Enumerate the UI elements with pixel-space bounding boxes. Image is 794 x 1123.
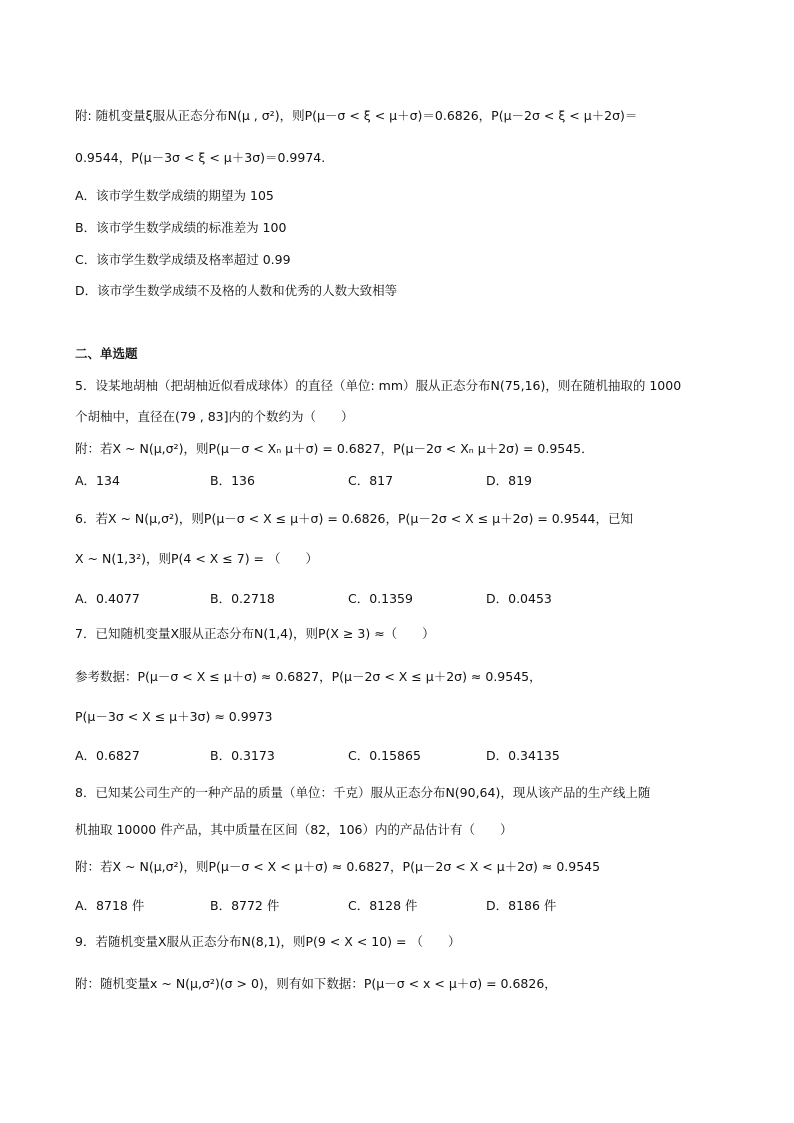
- q8-reference: 附：若X ~ N(μ,σ²)，则P(μ－σ < X < μ＋σ) ≈ 0.6827，P(μ－2σ < X < μ＋2σ) ≈ 0.9545: [75, 859, 601, 874]
- q4-option-c: C．该市学生数学成绩及格率超过 0.99: [75, 252, 291, 267]
- q8-stem-line-2: 机抽取 10000 件产品，其中质量在区间（82，106）内的产品估计有（ ）: [75, 822, 513, 837]
- q6-option-a: A．0.4077: [75, 591, 140, 606]
- q7-option-a: A．0.6827: [75, 748, 140, 763]
- q4-reference-line-2: 0.9544，P(μ－3σ < ξ < μ＋3σ)＝0.9974.: [75, 150, 326, 165]
- q8-option-c: C．8128 件: [348, 898, 418, 913]
- q6-option-d: D．0.0453: [486, 591, 552, 606]
- q7-reference-line-1: 参考数据：P(μ－σ < X ≤ μ＋σ) ≈ 0.6827，P(μ－2σ < X ≤ μ＋2σ) ≈ 0.9545，: [75, 669, 542, 684]
- q7-option-d: D．0.34135: [486, 748, 560, 763]
- q7-option-c: C．0.15865: [348, 748, 421, 763]
- q6-stem-line-1: 6．若X ~ N(μ,σ²)，则P(μ－σ < X ≤ μ＋σ) = 0.6826，P(μ－2σ < X ≤ μ＋2σ) = 0.9544，已知: [75, 511, 634, 526]
- q8-option-d: D．8186 件: [486, 898, 557, 913]
- q4-option-d: D．该市学生数学成绩不及格的人数和优秀的人数大致相等: [75, 283, 398, 298]
- q4-reference-line-1: 附: 随机变量ξ服从正态分布N(μ , σ²)，则P(μ－σ < ξ < μ＋σ)＝0.6826，P(μ－2σ < ξ < μ＋2σ)＝: [75, 108, 638, 123]
- q9-stem: 9．若随机变量X服从正态分布N(8,1)，则P(9 < X < 10) = （ ）: [75, 934, 461, 949]
- q4-option-b: B．该市学生数学成绩的标准差为 100: [75, 220, 287, 235]
- q5-reference: 附：若X ~ N(μ,σ²)，则P(μ－σ < Xₙ μ＋σ) = 0.6827，P(μ－2σ < Xₙ μ＋2σ) = 0.9545．: [75, 441, 594, 456]
- q5-option-b: B．136: [210, 473, 255, 488]
- q7-reference-line-2: P(μ－3σ < X ≤ μ＋3σ) ≈ 0.9973: [75, 709, 273, 724]
- q5-option-d: D．819: [486, 473, 532, 488]
- q7-stem: 7．已知随机变量X服从正态分布N(1,4)，则P(X ≥ 3) ≈（ ）: [75, 626, 435, 641]
- q8-option-b: B．8772 件: [210, 898, 280, 913]
- q5-option-a: A．134: [75, 473, 120, 488]
- q6-stem-line-2: X ~ N(1,3²)，则P(4 < X ≤ 7) = （ ）: [75, 551, 318, 566]
- q8-option-a: A．8718 件: [75, 898, 145, 913]
- q5-stem-line-2: 个胡柚中，直径在(79 , 83]内的个数约为（ ）: [75, 409, 354, 424]
- q7-option-b: B．0.3173: [210, 748, 275, 763]
- q8-stem-line-1: 8．已知某公司生产的一种产品的质量（单位：千克）服从正态分布N(90,64)，现从该产品的生产线上随: [75, 785, 651, 800]
- q5-stem-line-1: 5．设某地胡柚（把胡柚近似看成球体）的直径（单位: mm）服从正态分布N(75,16)，则在随机抽取的 1000: [75, 378, 682, 393]
- q4-option-a: A．该市学生数学成绩的期望为 105: [75, 188, 274, 203]
- q5-option-c: C．817: [348, 473, 394, 488]
- q9-reference: 附：随机变量x ~ N(μ,σ²)(σ > 0)，则有如下数据：P(μ－σ < x < μ＋σ) = 0.6826，: [75, 976, 557, 991]
- section-heading: 二、单选题: [75, 346, 138, 361]
- q6-option-c: C．0.1359: [348, 591, 413, 606]
- q6-option-b: B．0.2718: [210, 591, 275, 606]
